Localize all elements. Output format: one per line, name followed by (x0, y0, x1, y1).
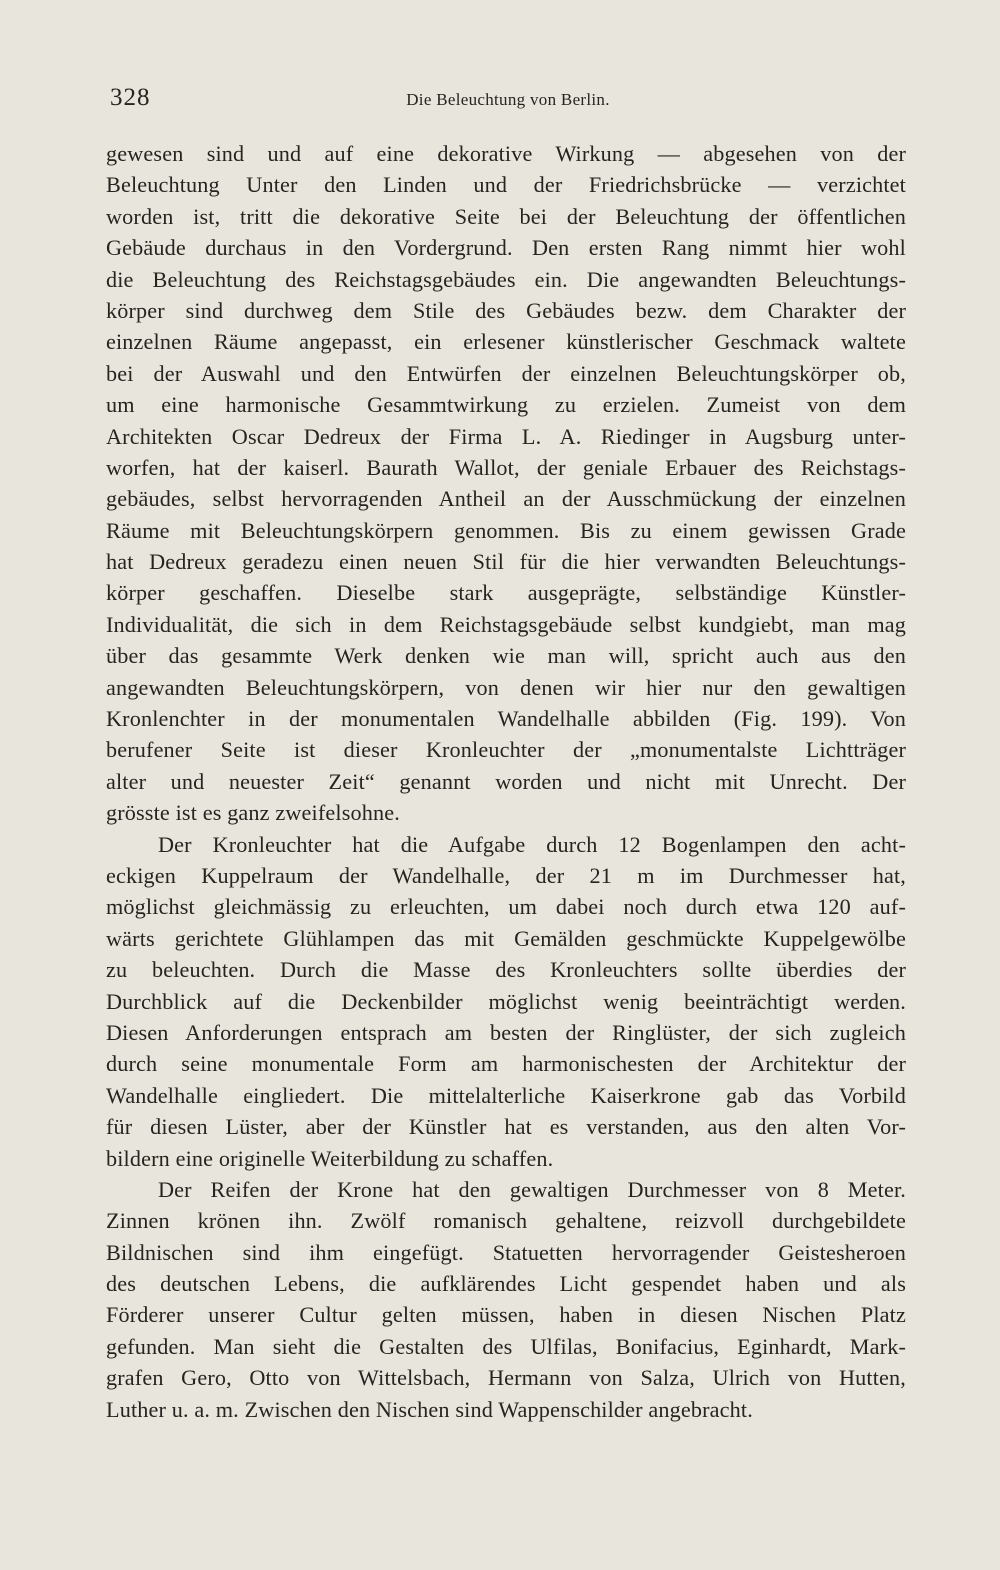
text-line: grösste ist es ganz zweifelsohne. (106, 800, 400, 826)
text-line: einzelnen Räume angepasst, ein erlesener künstlerischer Geschmack waltete (106, 329, 906, 355)
text-line: körper sind durchweg dem Stile des Gebäudes bezw. dem Charakter der (106, 297, 906, 323)
text-line: Architekten Oscar Dedreux der Firma L. A. Riedinger in Augsburg unter- (106, 423, 906, 449)
page-number: 328 (110, 84, 151, 111)
text-line: Zinnen krönen ihn. Zwölf romanisch gehaltene, reizvoll durchgebildete (106, 1208, 906, 1234)
text-line: Der Reifen der Krone hat den gewaltigen Durchmesser von 8 Meter. (158, 1176, 906, 1202)
text-line: Gebäude durchaus in den Vordergrund. Den ersten Rang nimmt hier wohl (106, 235, 906, 261)
text-line: für diesen Lüster, aber der Künstler hat es verstanden, aus den alten Vor- (106, 1114, 906, 1140)
text-line: möglichst gleichmässig zu erleuchten, um dabei noch durch etwa 120 auf- (106, 894, 906, 920)
text-line: Durchblick auf die Deckenbilder möglichst wenig beeinträchtigt werden. (106, 988, 906, 1014)
text-line: gewesen sind und auf eine dekorative Wirkung — abgesehen von der (106, 141, 906, 166)
text-line: zu beleuchten. Durch die Masse des Kronleuchters sollte überdies der (106, 957, 906, 983)
text-line: Individualität, die sich in dem Reichstagsgebäude selbst kundgiebt, man mag (106, 611, 906, 637)
text-line: Bildnischen sind ihm eingefügt. Statuetten hervorragender Geistesheroen (106, 1239, 906, 1265)
text-line: Diesen Anforderungen entsprach am besten der Ringlüster, der sich zugleich (106, 1019, 906, 1045)
text-line: grafen Gero, Otto von Wittelsbach, Hermann von Salza, Ulrich von Hutten, (106, 1365, 906, 1391)
text-line: eckigen Kuppelraum der Wandelhalle, der 21 m im Durchmesser hat, (106, 862, 906, 888)
text-line: Kronlenchter in der monumentalen Wandelhalle abbilden (Fig. 199). Von (106, 706, 906, 732)
text-line: um eine harmonische Gesammtwirkung zu erzielen. Zumeist von dem (106, 392, 906, 418)
text-line: worfen, hat der kaiserl. Baurath Wallot, der geniale Erbauer des Reichstags- (106, 454, 906, 480)
paragraph (106, 829, 906, 1174)
text-line: die Beleuchtung des Reichstagsgebäudes ein. Die angewandten Beleuchtungs- (106, 266, 906, 292)
text-line: Räume mit Beleuchtungskörpern genommen. Bis zu einem gewissen Grade (106, 517, 906, 543)
text-line: berufener Seite ist dieser Kronleuchter der „monumentalste Lichtträger (106, 737, 906, 763)
text-line: alter und neuester Zeit“ genannt worden und nicht mit Unrecht. Der (106, 768, 906, 794)
paragraph (106, 138, 906, 829)
text-line: hat Dedreux geradezu einen neuen Stil für die hier verwandten Beleuchtungs- (106, 549, 906, 575)
text-line: Beleuchtung Unter den Linden und der Friedrichsbrücke — verzichtet (106, 172, 906, 198)
page-header (108, 84, 908, 118)
text-line: wärts gerichtete Glühlampen das mit Gemälden geschmückte Kuppelgewölbe (106, 925, 906, 951)
text-line: körper geschaffen. Dieselbe stark ausgeprägte, selbständige Künstler- (106, 580, 906, 606)
body-text (106, 138, 906, 1425)
text-line: worden ist, tritt die dekorative Seite bei der Beleuchtung der öffentlichen (106, 203, 906, 229)
text-line: über das gesammte Werk denken wie man will, spricht auch aus den (106, 643, 906, 669)
text-line: angewandten Beleuchtungskörpern, von denen wir hier nur den gewaltigen (106, 674, 906, 700)
text-line: durch seine monumentale Form am harmonischesten der Architektur der (106, 1051, 906, 1077)
text-line: Wandelhalle eingliedert. Die mittelalterliche Kaiserkrone gab das Vorbild (106, 1082, 906, 1108)
text-line: gefunden. Man sieht die Gestalten des Ulfilas, Bonifacius, Eginhardt, Mark- (106, 1333, 906, 1359)
text-line: des deutschen Lebens, die aufklärendes Licht gespendet haben und als (106, 1271, 906, 1297)
running-title: Die Beleuchtung von Berlin. (406, 90, 610, 109)
text-line: bildern eine originelle Weiterbildung zu schaffen. (106, 1145, 554, 1171)
text-line: Förderer unserer Cultur gelten müssen, haben in diesen Nischen Platz (106, 1302, 906, 1328)
paragraph (106, 1174, 906, 1425)
text-line: bei der Auswahl und den Entwürfen der einzelnen Beleuchtungskörper ob, (106, 360, 906, 386)
text-line: Luther u. a. m. Zwischen den Nischen sind Wappenschilder angebracht. (106, 1396, 753, 1422)
text-line: gebäudes, selbst hervorragenden Antheil an der Ausschmückung der einzelnen (106, 486, 906, 512)
text-line: Der Kronleuchter hat die Aufgabe durch 12 Bogenlampen den acht- (158, 831, 906, 857)
